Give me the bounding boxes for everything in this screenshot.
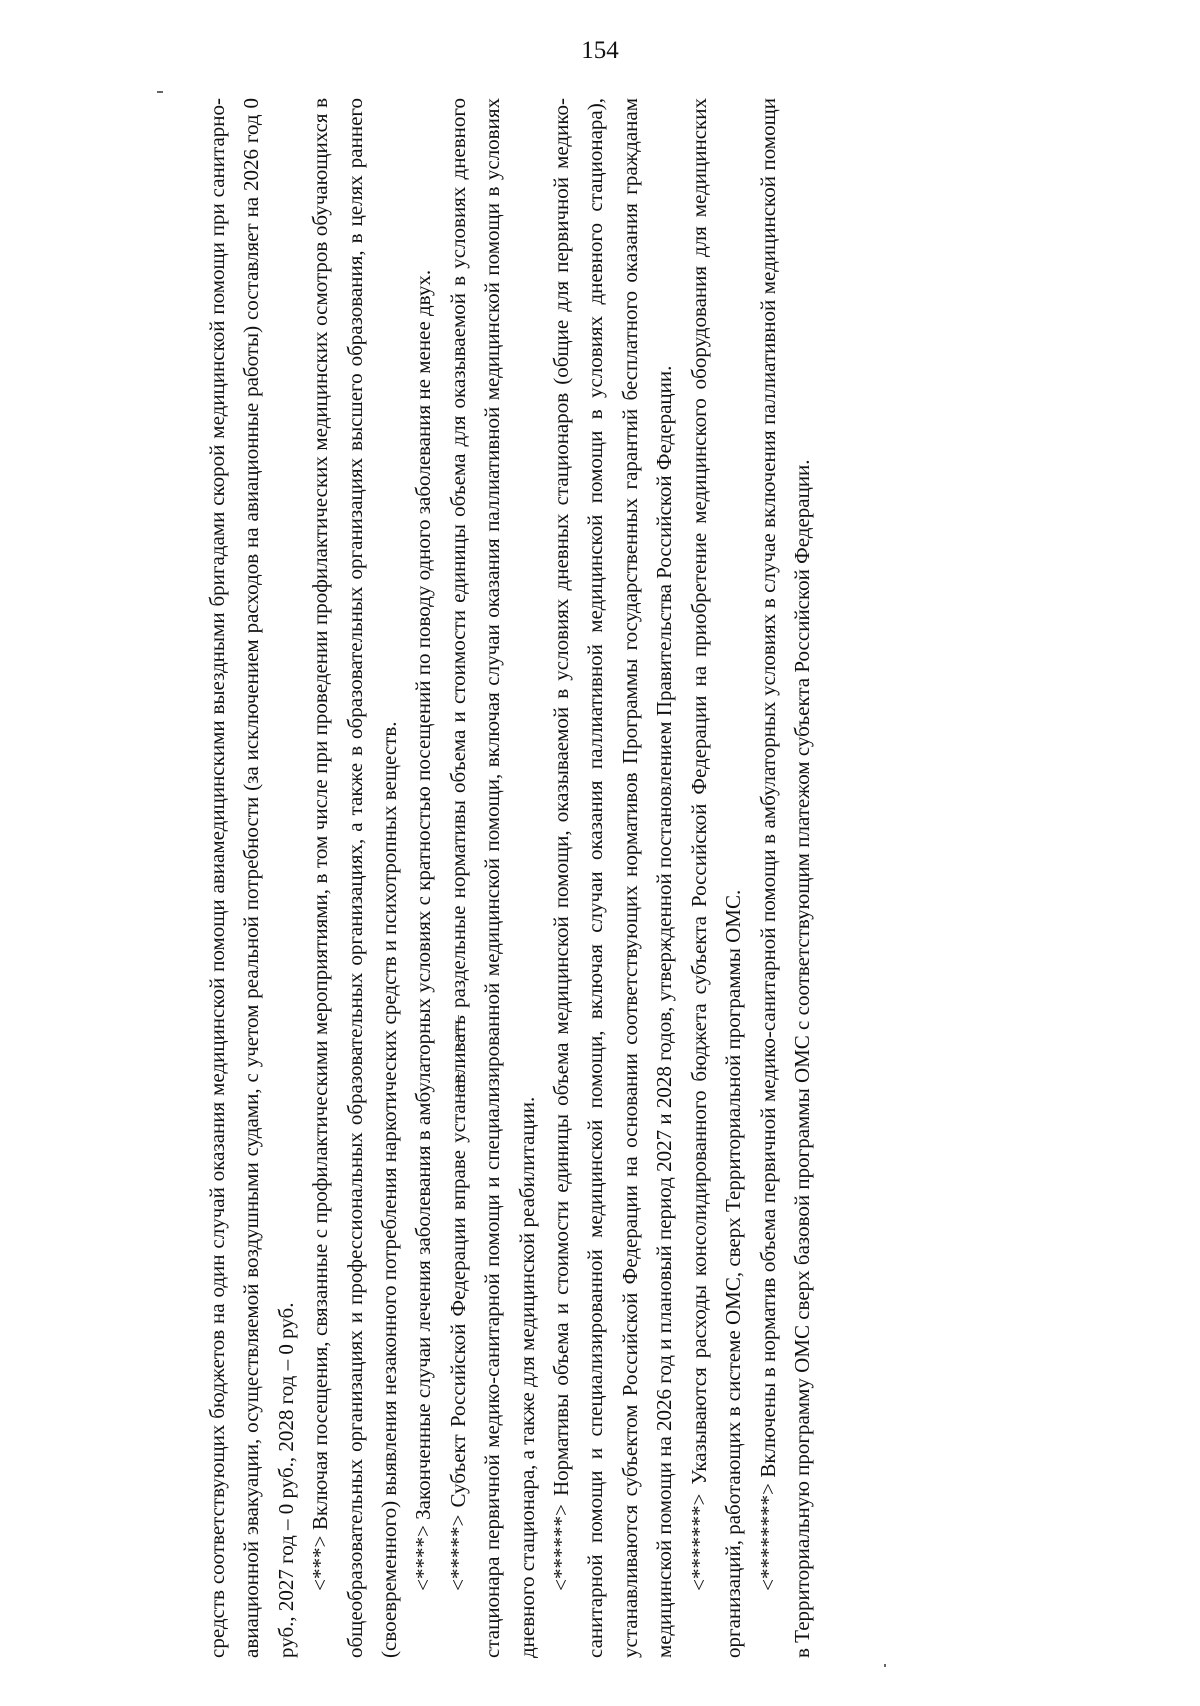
scan-mark (884, 1664, 886, 1667)
page-number: 154 (581, 37, 619, 64)
rotated-page-content (200, 98, 1080, 1658)
footnote-4: <****> Законченные случаи лечения заболевания в амбулаторных условиях с кратностью посещений по поводу одного заболевания не менее двух. (411, 269, 436, 1591)
footnote-6: <******> Нормативы объема и стоимости единицы объема медицинской помощи, оказываемой в условиях дневных стационаров (общие для первичной медико-санитарной помощи и специализированной медицинской помощи, включая случаи оказания паллиативной медицинской помощи в условиях дневного стационара), устанавливаются субъектом Российской Федерации на основании соответствующих нормативов Программы государственных гарантий бесплатного оказания гражданам медицинской помощи на 2026 год и плановый период 2027 и 2028 годов, утвержденной постановлением Правительства Российской Федерации. (549, 98, 677, 1658)
scan-mark (157, 91, 163, 93)
footnote-5: <*****> Субъект Российской Федерации вправе устанавливать раздельные нормативы объема и стоимости единицы объема для оказываемой в условиях дневного стационара первичной медико-санитарной помощи и специализированной медицинской помощи, включая случаи оказания паллиативной медицинской помощи в условиях дневного стационара, а также для медицинской реабилитации. (445, 98, 539, 1658)
footnote-7: <*******> Указываются расходы консолидированного бюджета субъекта Российской Федерации на приобретение медицинского оборудования для медицинских организаций, работающих в системе ОМС, сверх Территориальной программы ОМС. (686, 98, 746, 1658)
footnote-3: <***> Включая посещения, связанные с профилактическими мероприятиями, в том числе при проведении профилактических медицинских осмотров обучающихся в общеобразовательных организациях и профессиональных образовательных организациях, а также в образовательных организациях высшего образования, в целях раннего (своевременного) выявления незаконного потребления наркотических средств и психотропных веществ. (308, 98, 402, 1658)
footnote-8: <********> Включены в норматив объема первичной медико-санитарной помощи в амбулаторных условиях в случае включения паллиативной медицинской помощи в Территориальную программу ОМС сверх базовой программы ОМС с соответствующим платежом субъекта Российской Федерации. (755, 98, 814, 1658)
footnote-continuation: средств соответствующих бюджетов на один случай оказания медицинской помощи авиамедицинскими выездными бригадами скорой медицинской помощи при санитарно-авиационной эвакуации, осуществляемой воздушными судами, с учетом реальной потребности (за исключением расходов на авиационные работы) составляет на 2026 год 0 руб., 2027 год – 0 руб., 2028 год – 0 руб. (205, 98, 298, 1658)
footnotes-text (200, 98, 1080, 1658)
